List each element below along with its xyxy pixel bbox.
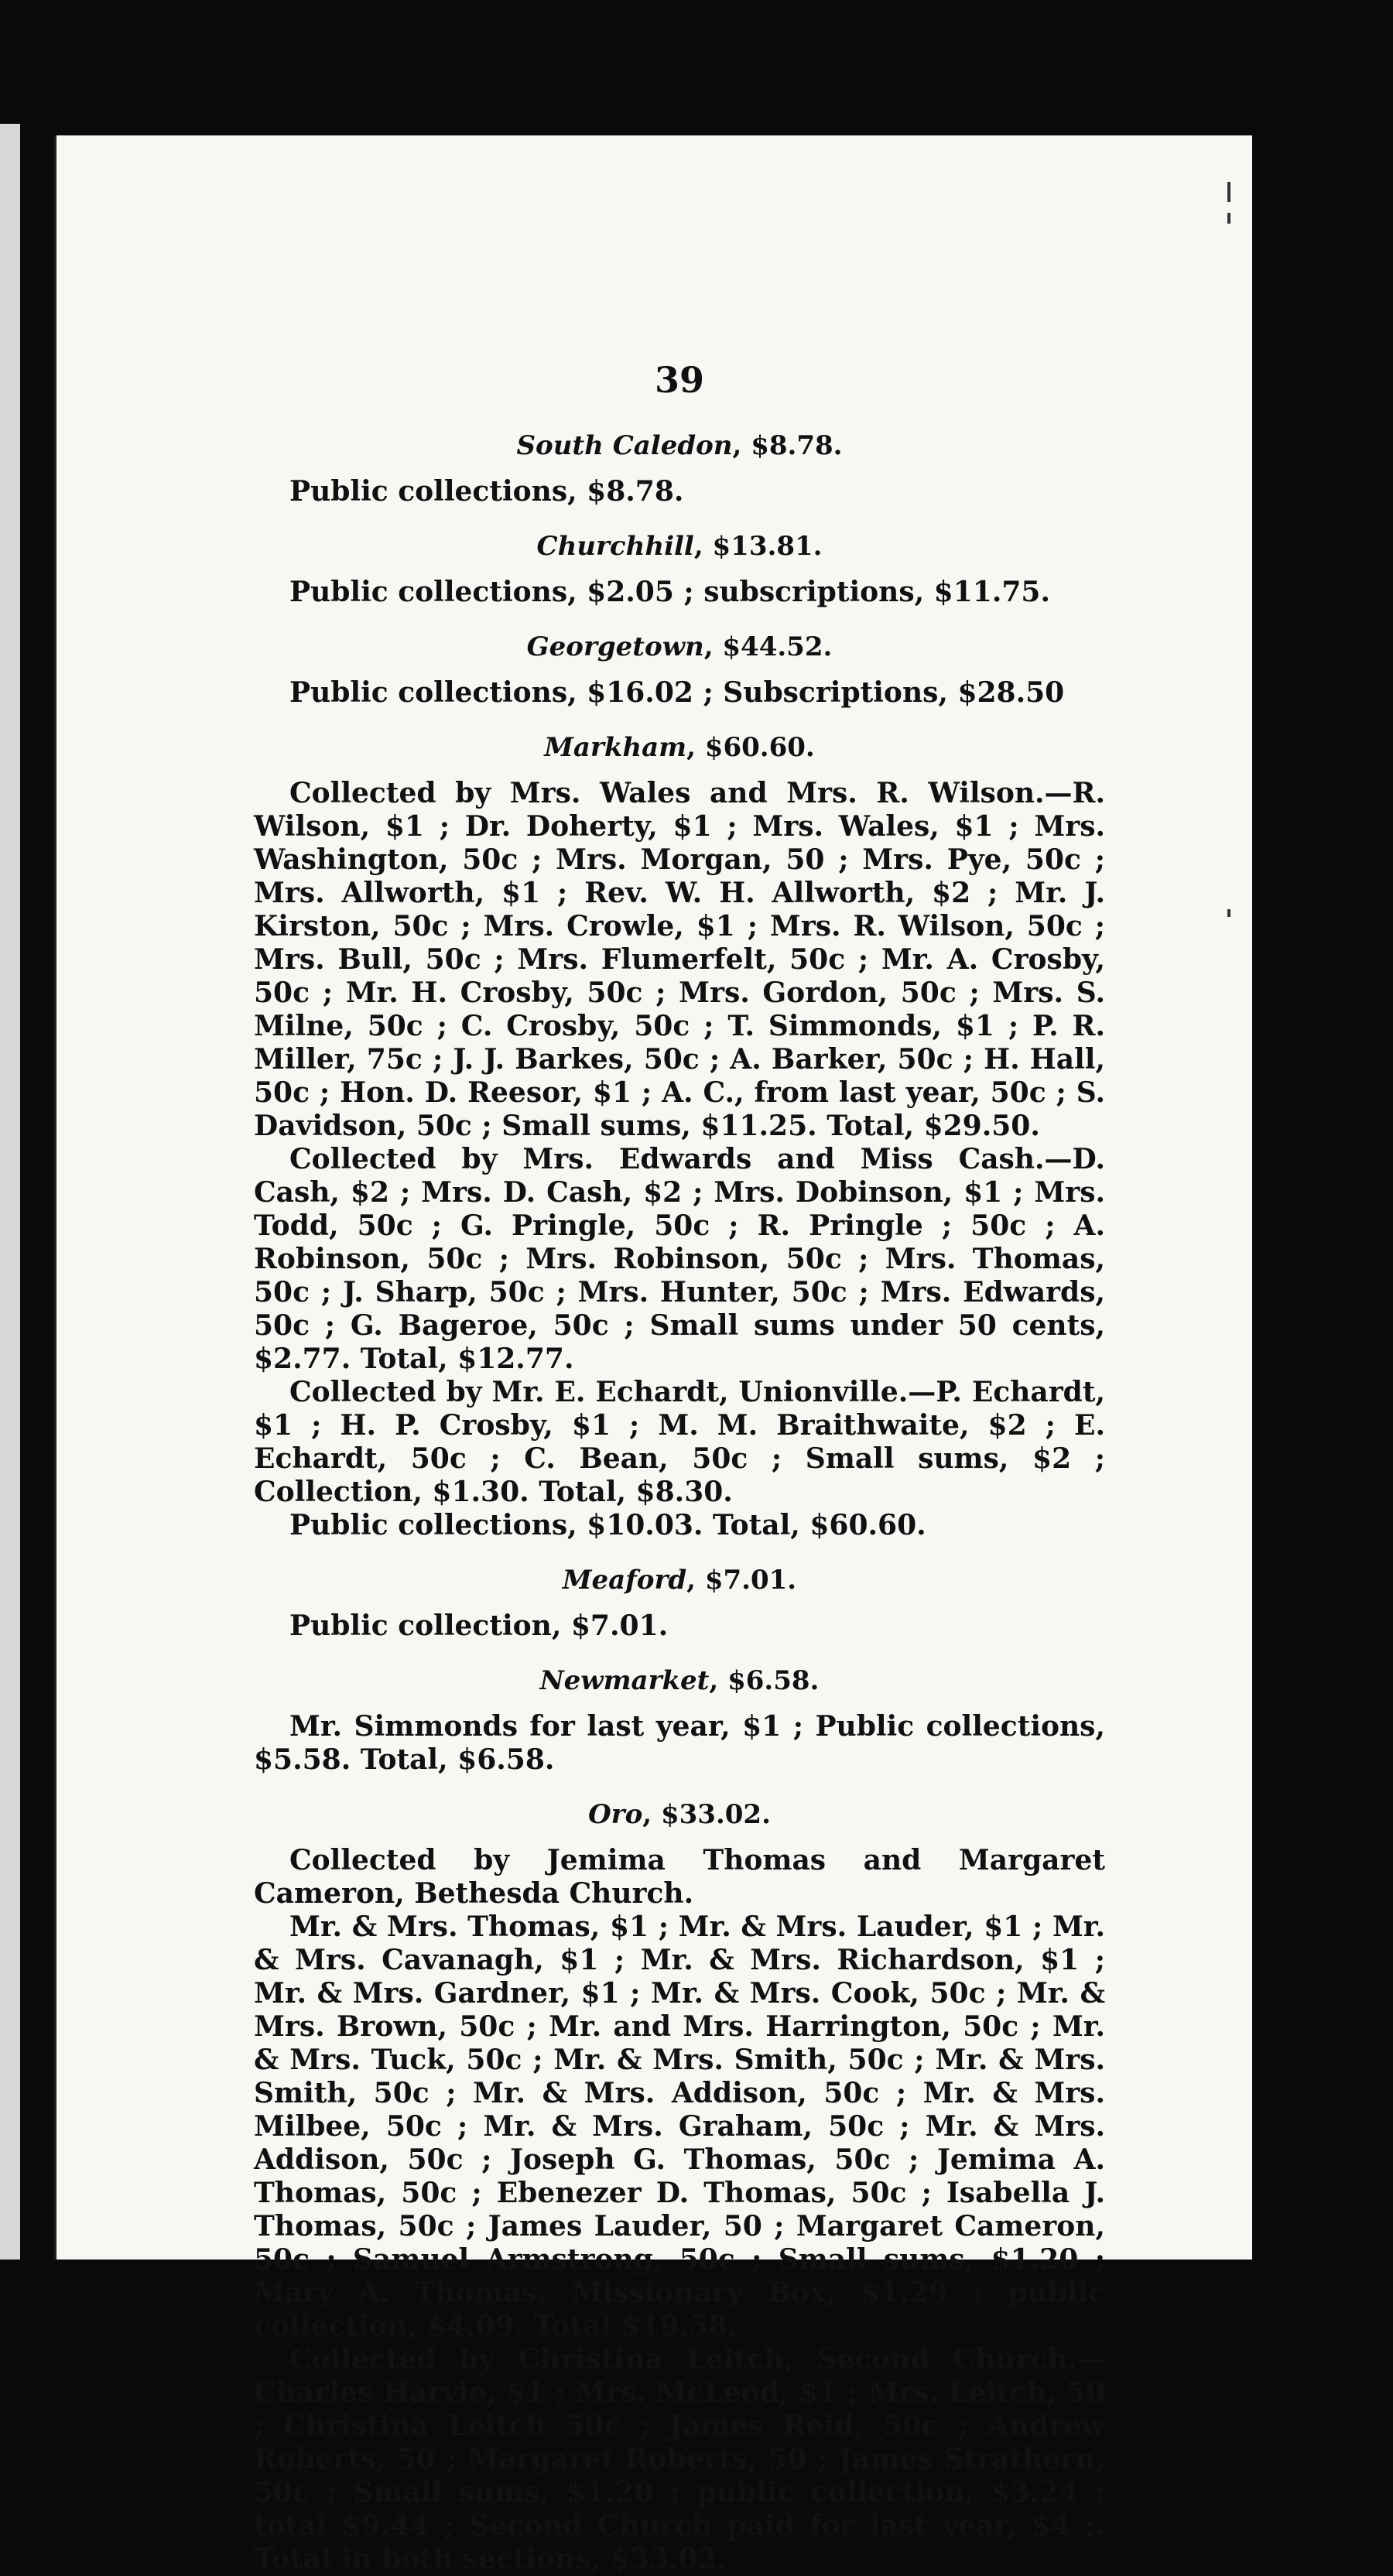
section-paragraph: Public collections, $2.05 ; subscriptions, $11.75. (289, 576, 1050, 608)
page-edge-mark (1227, 909, 1230, 917)
section-paragraph: Public collections, $8.78. (289, 475, 684, 508)
page-edge-mark (1227, 213, 1230, 224)
section-paragraph: Public collections, $16.02 ; Subscriptions, $28.50 (289, 676, 1065, 709)
section-paragraph: Mr. & Mrs. Thomas, $1 ; Mr. & Mrs. Lauder, $1 ; Mr. & Mrs. Cavanagh, $1 ; Mr. & Mrs. Richardson, $1 ; Mr. & Mrs. Gardner, $1 ; Mr. & Mrs. Cook, 50c ; Mr. & Mrs. Brown, 50c ; Mr. and Mrs. Harrington, 50c ; Mr. & Mrs. Tuck, 50c ; Mr. & Mrs. Smith, 50c ; Mr. & Mrs. Smith, 50c ; Mr. & Mrs. Addison, 50c ; Mr. & Mrs. Milbee, 50c ; Mr. & Mrs. Graham, 50c ; Mr. & Mrs. Addison, 50c ; Joseph G. Thomas, 50c ; Jemima A. Thomas, 50c ; Ebenezer D. Thomas, 50c ; Isabella J. Thomas, 50c ; James Lauder, 50 ; Margaret Cameron, 50c ; Samuel Armstrong, 50c ; Small sums, $1.20 ; Mary A. Thomas, Missionary Box, $1.29 ; public collection, $4.09. Total $19.58. (254, 1911, 1105, 2342)
section-paragraph: Public collection, $7.01. (289, 1610, 669, 1642)
section-paragraph: Collected by Mrs. Edwards and Miss Cash.—D. Cash, $2 ; Mrs. D. Cash, $2 ; Mrs. Dobinson, $1 ; Mrs. Todd, 50c ; G. Pringle, 50c ; R. Pringle ; 50c ; A. Robinson, 50c ; Mrs. Robinson, 50c ; Mrs. Thomas, 50c ; J. Sharp, 50c ; Mrs. Hunter, 50c ; Mrs. Edwards, 50c ; G. Bageroe, 50c ; Small sums under 50 cents, $2.77. Total, $12.77. (254, 1143, 1105, 1375)
section-paragraph: Collected by Mr. E. Echardt, Unionville.—P. Echardt, $1 ; H. P. Crosby, $1 ; M. M. Braithwaite, $2 ; E. Echardt, 50c ; C. Bean, 50c ; Small sums, $2 ; Collection, $1.30. Total, $8.30. (254, 1376, 1105, 1508)
section-paragraph: Collected by Christina Leitch, Second Church.—Charles Harvie, $1 ; Mrs. McLeod, $1 ; Mrs. Leitch, 50 ; Christina Leitch 50c ; James Reid, 50c ; Andrew Roberts, 50 ; Margaret Roberts, 50 ; James Strathern, 50c ; Small sums, $1.20 ; public collection, $3.24 ; total $9.44 ; Second Church paid for last year, $4 ;. Total in both sections, $33.02. (254, 2343, 1105, 2575)
page-number: 39 (654, 359, 704, 401)
section-place: Markham (544, 732, 687, 763)
book-gutter (20, 124, 54, 2260)
section-place: Oro (588, 1799, 643, 1830)
section-amount: $6.58. (727, 1665, 820, 1696)
section-heading-markham: Markham, $60.60. (544, 732, 815, 763)
section-amount: $33.02. (660, 1799, 771, 1830)
section-heading-oro: Oro, $33.02. (588, 1799, 771, 1830)
section-amount: $60.60. (704, 732, 815, 763)
section-heading-churchhill: Churchhill, $13.81. (536, 531, 823, 562)
section-heading-south-caledon: South Caledon, $8.78. (516, 430, 843, 461)
section-amount: $7.01. (704, 1565, 797, 1596)
section-heading-georgetown: Georgetown, $44.52. (526, 631, 833, 662)
page-content (254, 359, 1105, 2576)
section-paragraph: Public collections, $10.03. Total, $60.60. (289, 1509, 926, 1541)
section-paragraph: Collected by Jemima Thomas and Margaret Cameron, Bethesda Church. (254, 1844, 1105, 1910)
adjacent-page-edge (0, 124, 20, 2260)
section-amount: $13.81. (712, 531, 823, 562)
section-place: South Caledon (516, 430, 733, 461)
section-paragraph: Collected by Mrs. Wales and Mrs. R. Wilson.—R. Wilson, $1 ; Dr. Doherty, $1 ; Mrs. Wales, $1 ; Mrs. Washington, 50c ; Mrs. Morgan, 50 ; Mrs. Pye, 50c ; Mrs. Allworth, $1 ; Rev. W. H. Allworth, $2 ; Mr. J. Kirston, 50c ; Mrs. Crowle, $1 ; Mrs. R. Wilson, 50c ; Mrs. Bull, 50c ; Mrs. Flumerfelt, 50c ; Mr. A. Crosby, 50c ; Mr. H. Crosby, 50c ; Mrs. Gordon, 50c ; Mrs. S. Milne, 50c ; C. Crosby, 50c ; T. Simmonds, $1 ; P. R. Miller, 75c ; J. J. Barkes, 50c ; A. Barker, 50c ; H. Hall, 50c ; Hon. D. Reesor, $1 ; A. C., from last year, 50c ; S. Davidson, 50c ; Small sums, $11.25. Total, $29.50. (254, 777, 1105, 1142)
section-place: Newmarket (539, 1665, 710, 1696)
section-paragraph: Mr. Simmonds for last year, $1 ; Public collections, $5.58. Total, $6.58. (254, 1710, 1105, 1776)
page-edge-mark (1227, 182, 1230, 202)
section-place: Churchhill (536, 531, 694, 562)
section-heading-newmarket: Newmarket, $6.58. (539, 1665, 820, 1696)
section-place: Meaford (562, 1565, 687, 1596)
section-place: Georgetown (526, 631, 704, 662)
section-heading-meaford: Meaford, $7.01. (562, 1565, 797, 1596)
section-amount: $8.78. (751, 430, 843, 461)
section-amount: $44.52. (722, 631, 833, 662)
